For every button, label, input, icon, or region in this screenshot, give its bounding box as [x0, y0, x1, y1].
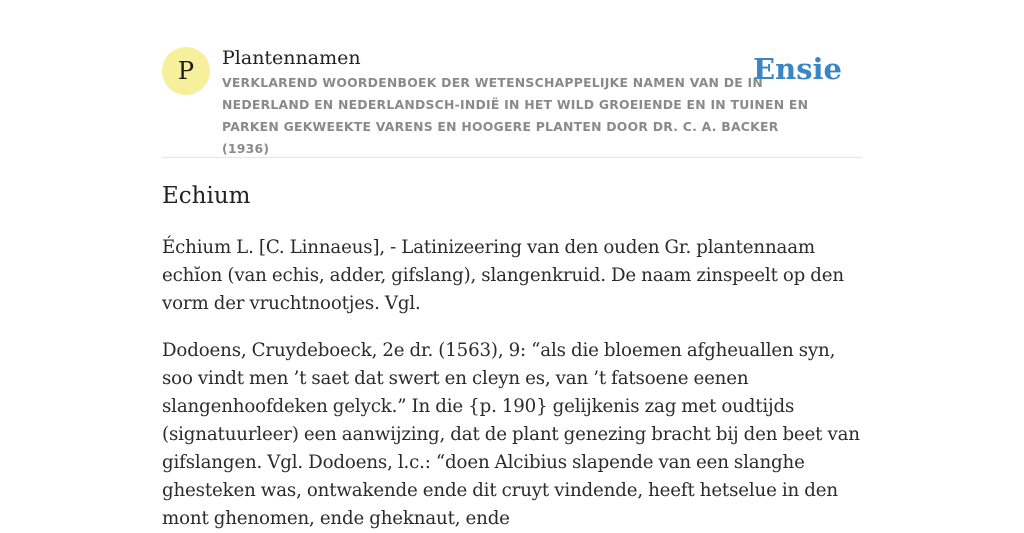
ensie-logo-link[interactable]: Ensie: [753, 52, 842, 86]
entry-paragraph: Échium L. [C. Linnaeus], - Latinizeering van den ouden Gr. plantennaam echĭon (van echis, adder, gifslang), slangenkruid. De naam zinspeelt op den vorm der vruchtnootjes. Vgl.: [162, 237, 844, 314]
entry-paragraph: Dodoens, Cruydeboeck, 2e dr. (1563), 9: “als die bloemen afgheuallen syn, soo vindt men ’t saet dat swert en cleyn es, van ’t fatsoene eenen slangenhoofdeken gelyck.” In die {p. 190} gelijkenis zag met oudtijds (signatuurleer) een aanwijzing, dat de plant genezing bracht bij den beet van gifslangen. Vgl. Dodoens, l.c.: “doen Alcibius slapende van een slanghe ghesteken was, ontwakende ende dit cruyt vindende, heeft hetselue in den mont ghenomen, ende gheknaut, ende: [162, 340, 860, 529]
entry-content: [162, 180, 862, 533]
dictionary-title[interactable]: Plantennamen: [222, 47, 361, 69]
avatar-letter: P: [177, 57, 195, 85]
header-divider: [162, 157, 862, 158]
dictionary-avatar[interactable]: [162, 47, 210, 95]
entry-title: Echium: [162, 183, 251, 209]
dictionary-header: [162, 44, 862, 157]
dictionary-subtitle: VERKLAREND WOORDENBOEK DER WETENSCHAPPELIJKE NAMEN VAN DE IN NEDERLAND EN NEDERLANDSCH-INDIË IN HET WILD GROEIENDE EN IN TUINEN EN PARKEN GEKWEEKTE VARENS EN HOOGERE PLANTEN DOOR DR. C. A. BACKER (1936): [222, 75, 809, 156]
